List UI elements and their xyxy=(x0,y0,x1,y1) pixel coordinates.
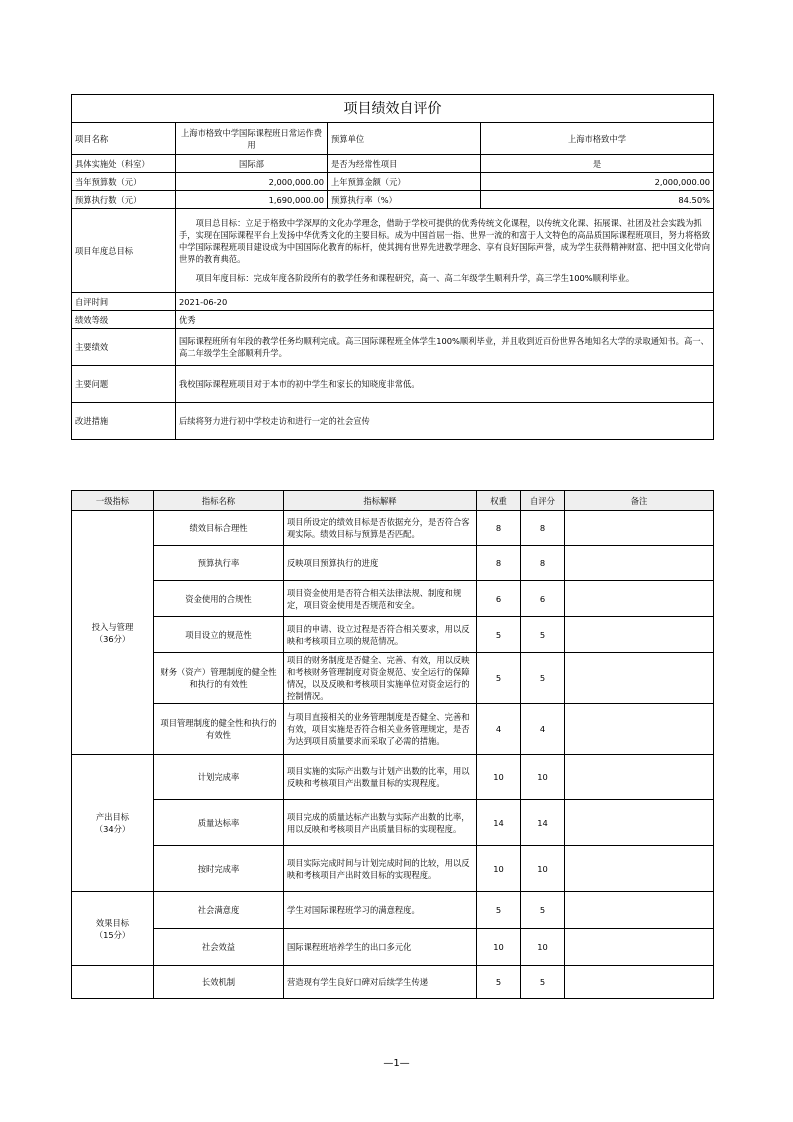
indicator-desc: 学生对国际课程班学习的满意程度。 xyxy=(284,892,477,929)
eval-time-label: 自评时间 xyxy=(72,293,176,311)
indicator-name: 质量达标率 xyxy=(154,800,284,846)
indicator-desc: 项目所设定的绩效目标是否依据充分，是否符合客观实际。绩效目标与预算是否匹配。 xyxy=(284,511,477,546)
indicator-weight: 5 xyxy=(477,966,521,999)
header-level1: 一级指标 xyxy=(72,491,154,511)
indicator-desc: 反映项目预算执行的进度 xyxy=(284,546,477,581)
eval-time-value: 2021-06-20 xyxy=(176,293,714,311)
indicator-weight: 10 xyxy=(477,755,521,800)
indicator-name: 社会满意度 xyxy=(154,892,284,929)
indicator-name: 财务（资产）管理制度的健全性和执行的有效性 xyxy=(154,653,284,704)
indicator-name: 长效机制 xyxy=(154,966,284,999)
indicator-weight: 8 xyxy=(477,511,521,546)
budget-label: 当年预算数（元） xyxy=(72,173,176,191)
table-row xyxy=(72,892,714,929)
indicator-table xyxy=(71,490,714,999)
header-name: 指标名称 xyxy=(154,491,284,511)
header-score: 自评分 xyxy=(521,491,565,511)
indicator-score: 5 xyxy=(521,653,565,704)
indicator-remark xyxy=(565,704,714,755)
table-row xyxy=(72,546,714,581)
indicator-remark xyxy=(565,653,714,704)
indicator-score: 14 xyxy=(521,800,565,846)
indicator-name: 计划完成率 xyxy=(154,755,284,800)
indicator-weight: 10 xyxy=(477,929,521,966)
table-row xyxy=(72,929,714,966)
goal-paragraph-2: 项目年度目标：完成年度各阶段所有的教学任务和课程研究，高一、高二年级学生顺利升学，高三学生100%顺利毕业。 xyxy=(195,273,635,283)
indicator-weight: 8 xyxy=(477,546,521,581)
table-row xyxy=(72,966,714,999)
indicator-remark xyxy=(565,892,714,929)
header-remark: 备注 xyxy=(565,491,714,511)
achievement-text: 国际课程班所有年段的教学任务均顺利完成。高三国际课程班全体学生100%顺利毕业，并且收到近百份世界各地知名大学的录取通知书。高一、高二年级学生全部顺利升学。 xyxy=(176,329,714,366)
indicator-weight: 10 xyxy=(477,846,521,892)
indicator-name: 预算执行率 xyxy=(154,546,284,581)
indicator-remark xyxy=(565,846,714,892)
recurring-label: 是否为经常性项目 xyxy=(328,155,481,173)
indicator-desc: 项目实施的实际产出数与计划产出数的比率，用以反映和考核项目产出数量目标的实现程度。 xyxy=(284,755,477,800)
indicator-score: 4 xyxy=(521,704,565,755)
level1-indicator xyxy=(72,966,154,999)
prev-budget-label: 上年预算金额（元） xyxy=(328,173,481,191)
level1-indicator: 投入与管理 （36分） xyxy=(72,511,154,755)
indicator-desc: 国际课程班培养学生的出口多元化 xyxy=(284,929,477,966)
problem-label: 主要问题 xyxy=(72,366,176,403)
indicator-desc: 项目的财务制度是否健全、完善、有效，用以反映和考核财务管理制度对资金规范、安全运行的保障情况，以及反映和考核项目实施单位对资金运行的控制情况。 xyxy=(284,653,477,704)
indicator-desc: 项目资金使用是否符合相关法律法规、制度和规定，项目资金使用是否规范和安全。 xyxy=(284,581,477,617)
indicator-score: 5 xyxy=(521,892,565,929)
header-desc: 指标解释 xyxy=(284,491,477,511)
goal-paragraph-1: 项目总目标：立足于格致中学深厚的文化办学理念，借助于学校可提供的优秀传统文化课程，以传统文化课、拓展课、社团及社会实践为抓手，实现在国际课程平台上发扬中华优秀文化的主要目标。成为中国首屈一指、世界一流的和富于人文特色的高品质国际课程班项目，努力将格致中学国际课程班项目建设成为中国国际化教育的标杆，使其拥有世界先进教学理念、享有良好国际声誉，成为学生获得精神财富、把中国文化带向世界的教育典范。 xyxy=(179,218,711,264)
header-weight: 权重 xyxy=(477,491,521,511)
project-name-label: 项目名称 xyxy=(72,123,176,155)
table-title: 项目绩效自评价 xyxy=(72,95,714,123)
table-row xyxy=(72,755,714,800)
level1-indicator: 效果目标 （15分） xyxy=(72,892,154,966)
indicator-desc: 项目完成的质量达标产出数与实际产出数的比率，用以反映和考核项目产出质量目标的实现程度。 xyxy=(284,800,477,846)
indicator-name: 绩效目标合理性 xyxy=(154,511,284,546)
indicator-weight: 5 xyxy=(477,892,521,929)
exec-value: 1,690,000.00 xyxy=(176,191,328,209)
level1-indicator: 产出目标 （34分） xyxy=(72,755,154,892)
table-row xyxy=(72,653,714,704)
indicator-score: 10 xyxy=(521,929,565,966)
indicator-weight: 5 xyxy=(477,653,521,704)
goal-text xyxy=(176,209,714,293)
indicator-remark xyxy=(565,800,714,846)
indicator-remark xyxy=(565,617,714,653)
indicator-score: 5 xyxy=(521,617,565,653)
indicator-score: 8 xyxy=(521,546,565,581)
indicator-desc: 项目的申请、设立过程是否符合相关要求，用以反映和考核项目立项的规范情况。 xyxy=(284,617,477,653)
exec-rate-label: 预算执行率（%） xyxy=(328,191,481,209)
indicator-name: 项目管理制度的健全性和执行的有效性 xyxy=(154,704,284,755)
indicator-weight: 14 xyxy=(477,800,521,846)
indicator-weight: 4 xyxy=(477,704,521,755)
measure-label: 改进措施 xyxy=(72,403,176,440)
indicator-weight: 5 xyxy=(477,617,521,653)
grade-value: 优秀 xyxy=(176,311,714,329)
budget-value: 2,000,000.00 xyxy=(176,173,328,191)
grade-label: 绩效等级 xyxy=(72,311,176,329)
table-row xyxy=(72,581,714,617)
indicator-remark xyxy=(565,755,714,800)
indicator-name: 项目设立的规范性 xyxy=(154,617,284,653)
goal-label: 项目年度总目标 xyxy=(72,209,176,293)
prev-budget-value: 2,000,000.00 xyxy=(481,173,714,191)
exec-label: 预算执行数（元） xyxy=(72,191,176,209)
indicator-desc: 项目实际完成时间与计划完成时间的比较，用以反映和考核项目产出时效目标的实现程度。 xyxy=(284,846,477,892)
indicator-score: 6 xyxy=(521,581,565,617)
indicator-weight: 6 xyxy=(477,581,521,617)
page-number: —1— xyxy=(383,1058,410,1069)
indicator-name: 社会效益 xyxy=(154,929,284,966)
table-row xyxy=(72,511,714,546)
dept-value: 国际部 xyxy=(176,155,328,173)
self-evaluation-table xyxy=(71,94,714,440)
indicator-remark xyxy=(565,929,714,966)
indicator-remark xyxy=(565,511,714,546)
indicator-score: 10 xyxy=(521,846,565,892)
achievement-label: 主要绩效 xyxy=(72,329,176,366)
indicator-remark xyxy=(565,546,714,581)
dept-label: 具体实施处（科室） xyxy=(72,155,176,173)
indicator-name: 按时完成率 xyxy=(154,846,284,892)
budget-unit-label: 预算单位 xyxy=(328,123,481,155)
indicator-score: 10 xyxy=(521,755,565,800)
indicator-name: 资金使用的合规性 xyxy=(154,581,284,617)
table-row xyxy=(72,800,714,846)
table-row xyxy=(72,704,714,755)
project-name-value: 上海市格致中学国际课程班日常运作费用 xyxy=(176,123,328,155)
indicator-score: 5 xyxy=(521,966,565,999)
table-row xyxy=(72,846,714,892)
measure-text: 后续将努力进行初中学校走访和进行一定的社会宣传 xyxy=(176,403,714,440)
budget-unit-value: 上海市格致中学 xyxy=(481,123,714,155)
indicator-remark xyxy=(565,966,714,999)
recurring-value: 是 xyxy=(481,155,714,173)
indicator-desc: 营造现有学生良好口碑对后续学生传递 xyxy=(284,966,477,999)
table-row xyxy=(72,617,714,653)
indicator-desc: 与项目直接相关的业务管理制度是否健全、完善和有效，项目实施是否符合相关业务管理规定，是否为达到项目质量要求而采取了必需的措施。 xyxy=(284,704,477,755)
exec-rate-value: 84.50% xyxy=(481,191,714,209)
indicator-remark xyxy=(565,581,714,617)
indicator-score: 8 xyxy=(521,511,565,546)
problem-text: 我校国际课程班项目对于本市的初中学生和家长的知晓度非常低。 xyxy=(176,366,714,403)
